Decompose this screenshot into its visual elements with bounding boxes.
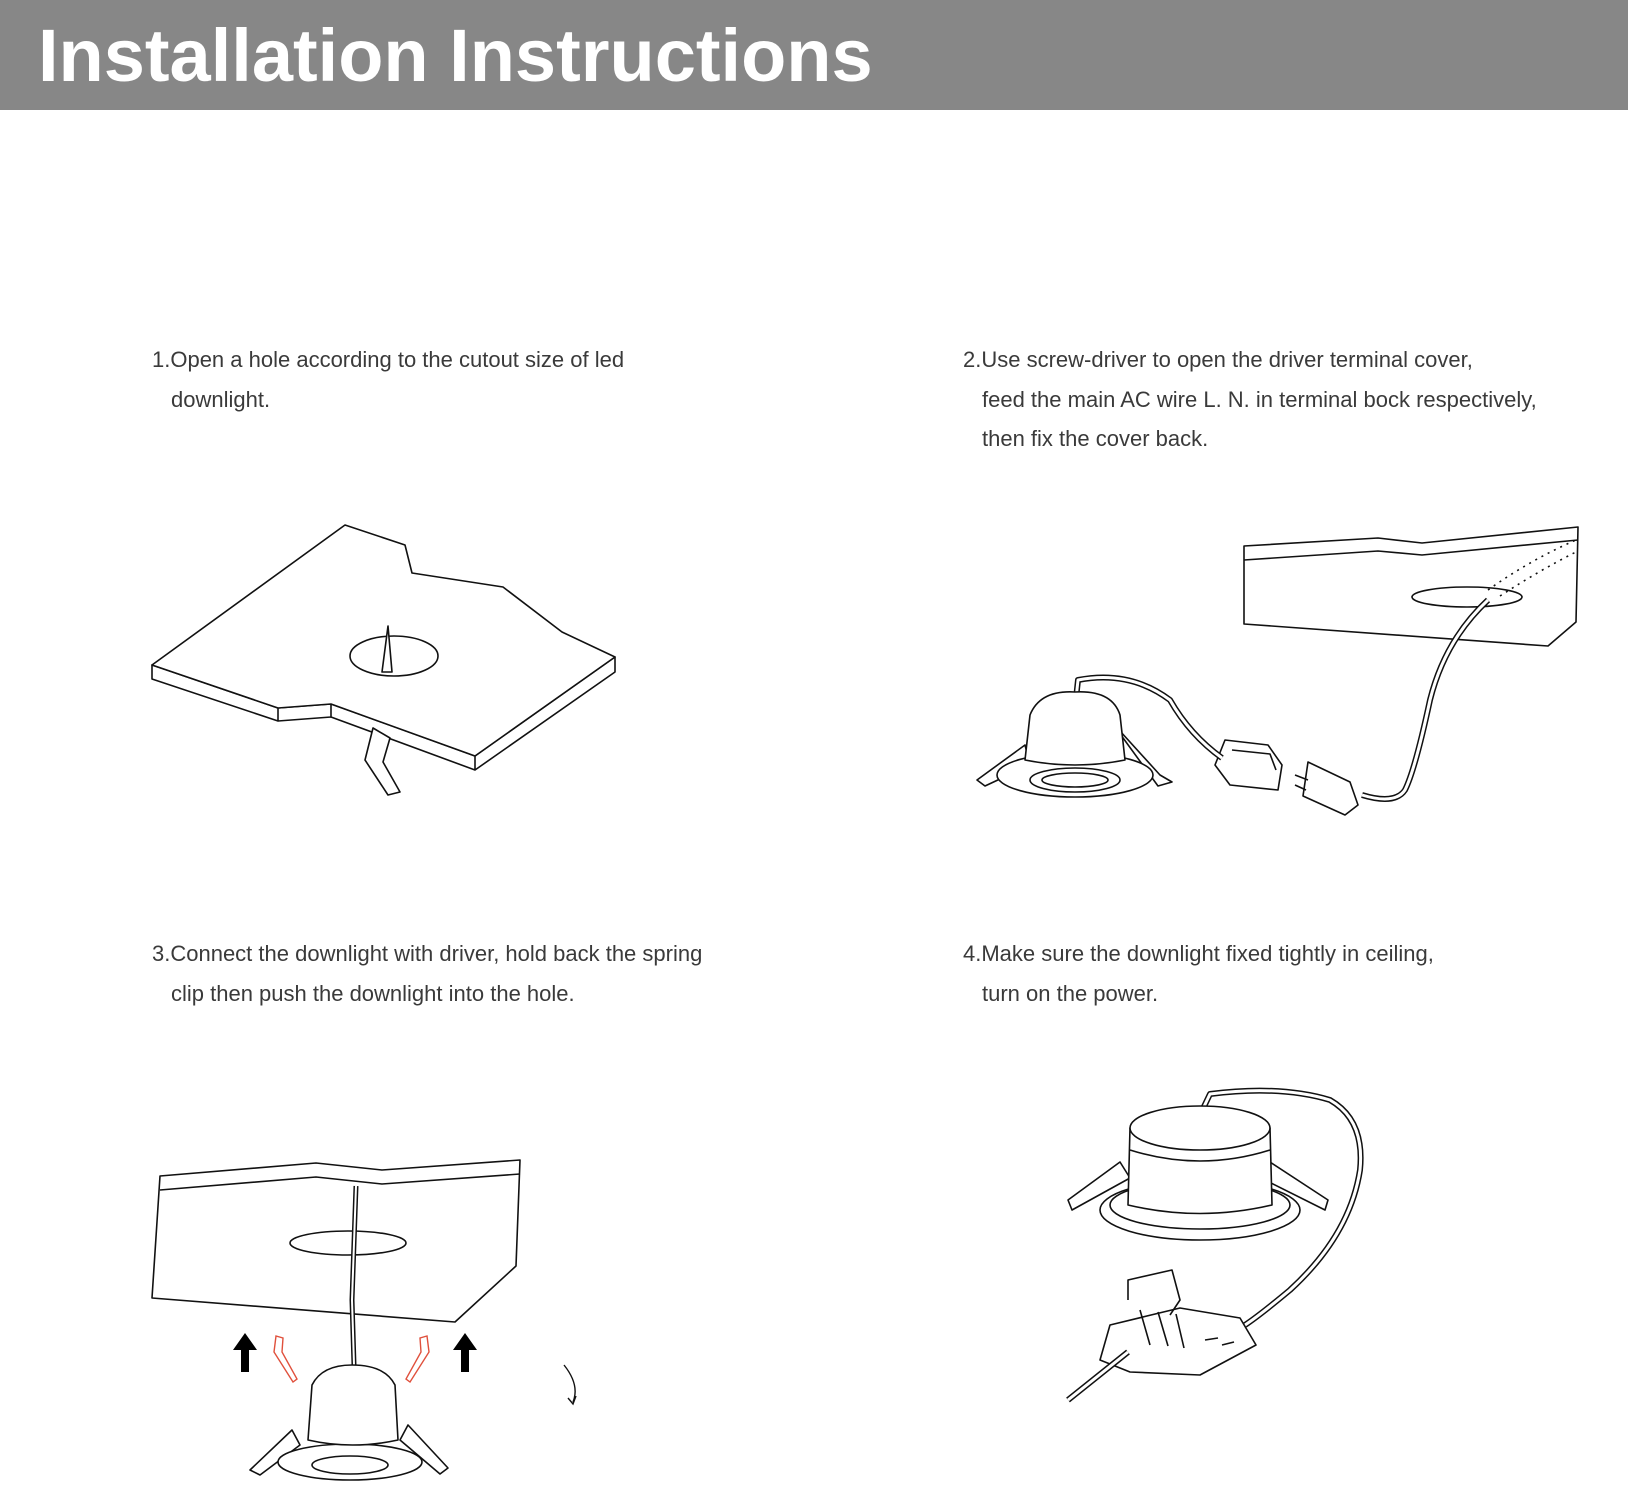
junction-box (1100, 1308, 1256, 1375)
step-2-instruction (963, 340, 1537, 459)
step-4-instruction (963, 934, 1434, 1014)
step-1-illustration (145, 520, 615, 800)
title-banner (0, 0, 1628, 110)
downlight-top (1130, 1106, 1270, 1150)
step-3-line-2: clip then push the downlight into the hole. (171, 981, 575, 1006)
step-2-line-3: then fix the cover back. (982, 426, 1209, 451)
led-driver (1215, 740, 1282, 790)
spring-clip-hold-left-icon (274, 1336, 297, 1382)
step-2-illustration (965, 520, 1585, 820)
cutout-hole (350, 636, 438, 676)
step-4-line-2: turn on the power. (982, 981, 1159, 1006)
push-arrow-left-icon (233, 1333, 257, 1372)
step-3-illustration (145, 1150, 605, 1480)
downlight-body (1025, 692, 1125, 765)
rotation-arrow-icon (564, 1365, 575, 1402)
step-3-instruction (152, 934, 702, 1014)
step-4-line-1: 4.Make sure the downlight fixed tightly in ceiling, (963, 941, 1434, 966)
step-2-line-2: feed the main AC wire L. N. in terminal bock respectively, (982, 386, 1537, 412)
spring-clip-hold-right-icon (406, 1336, 429, 1382)
push-arrow-right-icon (453, 1333, 477, 1372)
step-4-illustration (1060, 1085, 1390, 1415)
downlight-body (308, 1365, 398, 1445)
step-1-line-2: downlight. (171, 387, 271, 412)
ceiling-hole (290, 1231, 406, 1255)
ceiling-hole (1412, 587, 1522, 607)
step-1-line-1: 1.Open a hole according to the cutout size of led (152, 347, 625, 372)
page-title: Installation Instructions (38, 14, 873, 97)
step-1-instruction (152, 340, 624, 420)
step-2-line-1: 2.Use screw-driver to open the driver terminal cover, (963, 347, 1473, 372)
terminal-block (1303, 762, 1358, 815)
step-3-line-1: 3.Connect the downlight with driver, hold back the spring (152, 941, 703, 966)
